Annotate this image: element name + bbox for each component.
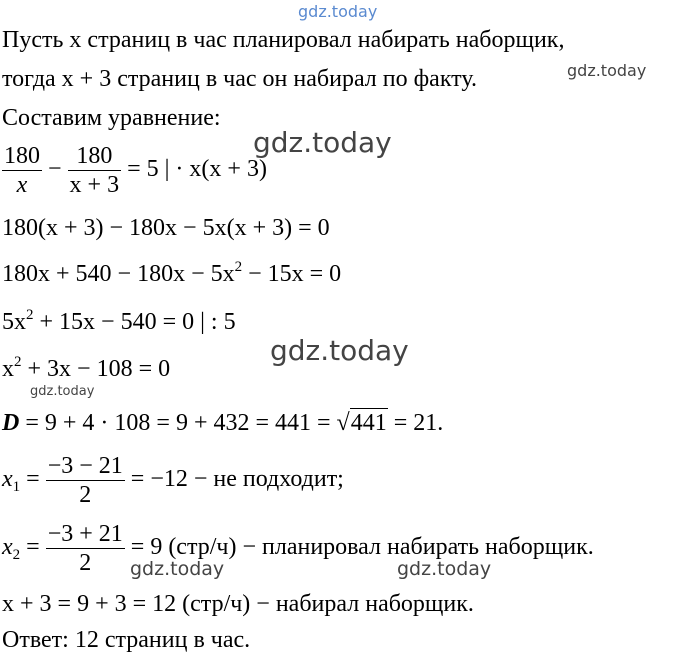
root-x1-line: $x_1$ = $\frac{-3 - 21}{2}$ = −12 − не подходит; [2,453,344,508]
discriminant-line: D = 9 + 4 · 108 = 9 + 432 = 441 = √441 = 21. [2,410,444,436]
watermark: gdz.today [567,61,647,80]
fraction [68,142,122,199]
root-x2-line: $x_2$ = $\frac{-3 + 21}{2}$ = 9 (стр/ч) − планировал набирать наборщик. [2,521,594,576]
text-line: $180x + 540 - 180x - 5x^2 - 15x = 0$ [2,259,342,287]
watermark: gdz.today [270,334,409,367]
numerator: 180 [4,143,40,169]
watermark: gdz.today [298,2,378,21]
minus-sign: − [48,156,62,183]
numerator: 180 [76,143,113,169]
denominator: x [2,170,42,199]
equation-fractions [2,142,267,199]
answer-line: Ответ: 12 страниц в час. [2,627,251,653]
watermark: gdz.today [130,558,225,580]
fraction: $\frac{-3 + 21}{2}$ [47,521,123,576]
text-line: Составим уравнение: [2,105,221,131]
fraction: $\frac{-3 - 21}{2}$ [47,453,123,508]
fraction [2,142,42,199]
watermark: gdz.today [30,384,95,399]
text-line: 180(x + 3) − 180x − 5x(x + 3) = 0 [2,215,330,241]
text-line: x + 3 = 9 + 3 = 12 (стр/ч) − набирал наборщик. [2,591,474,617]
text-line: Пусть x страниц в час планировал набирать наборщик, [2,27,565,53]
text-line: тогда x + 3 страниц в час он набирал по факту. [2,66,477,92]
watermark: gdz.today [253,126,392,159]
watermark: gdz.today [397,558,492,580]
equation-tail: = 5 | · x(x + 3) [127,156,267,183]
denominator: x + 3 [69,172,120,198]
text-line: $x^2 + 3x - 108 = 0$ [2,354,171,382]
text-line: $5x^2 + 15x - 540 = 0$ | : 5 [2,307,236,335]
sqrt-radicand: 441 [350,410,387,436]
